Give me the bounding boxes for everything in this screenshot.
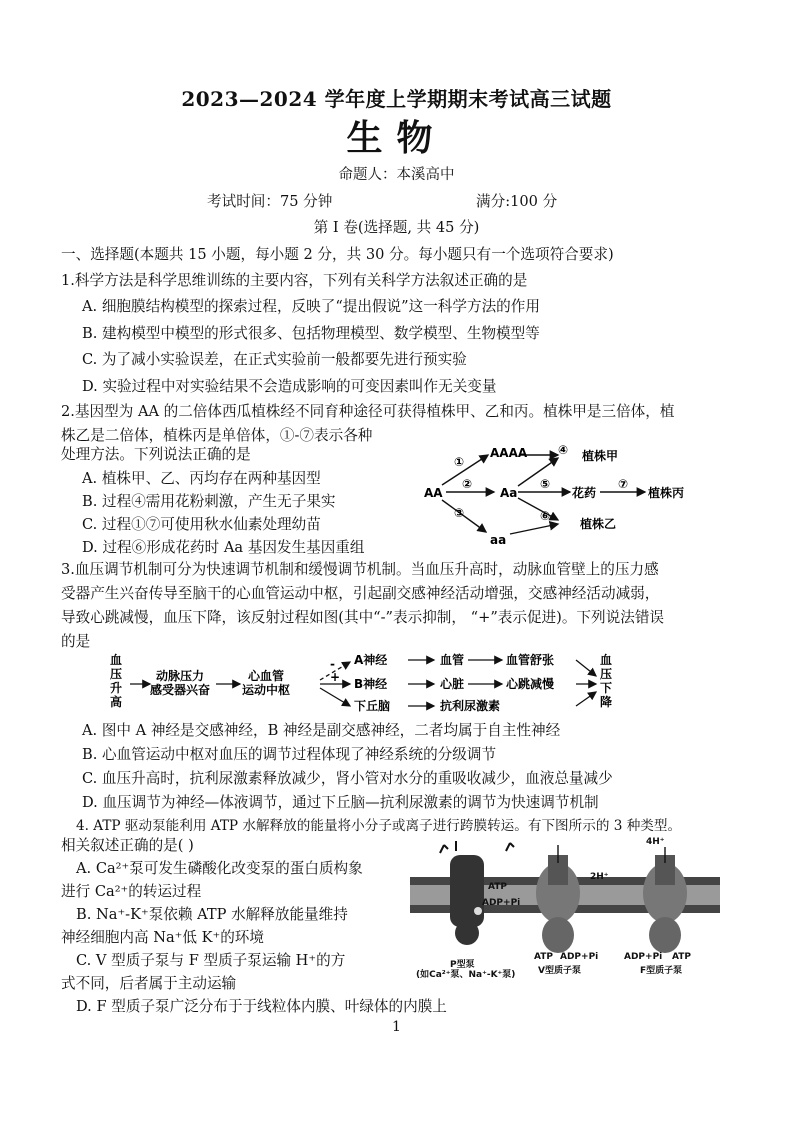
q2-option-a: A. 植株甲、乙、丙均存在两种基因型 [82,470,321,487]
blood-pressure-diagram [106,650,626,714]
bp-fall-2: 压 [600,667,613,681]
q4-option-c-line2: 式不同，后者属于主动运输 [61,975,237,992]
bp-fall-4: 降 [600,695,613,709]
section-heading: 一、选择题(本题共 15 小题，每小题 2 分，共 30 分。每小题只有一个选项符合要求) [61,246,614,263]
q4-option-a-line1: A. Ca²⁺泵可发生磷酸化改变泵的蛋白质构象 [76,860,363,877]
bp-heart: 心脏 [440,677,465,691]
q4-stem-line1: 4. ATP 驱动泵能利用 ATP 水解释放的能量将小分子或离子进行跨膜转运。有下图所示的 3 种类型。 [76,818,682,834]
dia-n7: ⑦ [618,477,629,491]
dia-huayao: 花药 [572,486,597,500]
dia-bing: 植株丙 [648,486,685,500]
author-line: 命题人：本溪高中 [338,167,455,183]
q3-option-c: C. 血压升高时，抗利尿激素释放减少，肾小管对水分的重吸收减少，血液总量减少 [82,770,613,787]
exam-time: 考试时间：75 分钟 [207,193,333,210]
dia-AA: AA [424,486,443,500]
q2-option-b: B. 过程④需用花粉刺激，产生无子果实 [82,493,336,510]
q1-stem: 1.科学方法是科学思维训练的主要内容，下列有关科学方法叙述正确的是 [61,272,528,289]
full-score: 满分:100 分 [476,193,558,210]
bp-adh: 抗利尿激素 [440,699,501,713]
bp-center-1: 心血管 [248,669,285,683]
q2-stem-line2: 株乙是二倍体，植株丙是单倍体，①-⑦表示各种 [61,427,373,444]
q3-option-b: B. 心血管运动中枢对血压的调节过程体现了神经系统的分级调节 [82,746,497,763]
fig-adp-v: ADP+Pi [560,952,599,962]
volume-heading: 第 Ⅰ 卷(选择题, 共 45 分) [313,219,480,236]
exam-title: 2023—2024 学年度上学期期末考试高三试题 [181,87,612,111]
fig-2h: 2H⁺ [590,872,609,882]
q2-stem-line1: 2.基因型为 AA 的二倍体西瓜植株经不同育种途径可获得植株甲、乙和丙。植株甲是三倍体，植 [61,403,675,420]
bp-rise-3: 升 [110,681,123,695]
dia-Aa: Aa [500,486,518,500]
bp-center-2: 运动中枢 [242,683,291,697]
dia-n2: ② [462,477,473,491]
q3-stem-line3: 导致心跳减慢，血压下降，该反射过程如图(其中“-”表示抑制， “+”表示促进)。下列说法错误 [61,609,665,626]
fig-f-label: F型质子泵 [640,966,683,976]
fig-p-label-sub: (如Ca²⁺泵、Na⁺-K⁺泵) [416,970,516,980]
bp-dilate: 血管舒张 [506,653,555,667]
f-type-pump-shape [643,847,687,953]
q2-option-d: D. 过程⑥形成花药时 Aa 基因发生基因重组 [82,539,365,556]
dia-jia: 植株甲 [582,449,619,463]
bp-slow: 心跳减慢 [506,677,555,691]
fig-atp-p: ATP [488,882,508,892]
bp-vessel: 血管 [440,653,465,667]
dia-AAAA: AAAA [490,446,528,460]
fig-adp-f: ADP+Pi [624,952,663,962]
bp-nerve-a: A神经 [354,653,388,667]
q3-stem-line4: 的是 [61,633,91,650]
breeding-diagram [420,440,720,550]
fig-adp-p: ADP+Pi [482,898,521,908]
fig-atp-v: ATP [534,952,554,962]
q4-option-b-line2: 神经细胞内高 Na⁺低 K⁺的环境 [61,929,264,946]
q2-option-c: C. 过程①⑦可使用秋水仙素处理幼苗 [82,516,321,533]
subject-title: 生物 [346,117,447,159]
q4-stem-line2: 相关叙述正确的是( ) [61,837,194,854]
bp-plus: + [330,670,341,684]
q3-option-d: D. 血压调节为神经—体液调节，通过下丘脑—抗利尿激素的调节为快速调节机制 [82,794,599,811]
q1-option-c: C. 为了减小实验误差，在正式实验前一般都要先进行预实验 [82,351,467,368]
q1-option-d: D. 实验过程中对实验结果不会造成影响的可变因素叫作无关变量 [82,378,497,395]
bp-nerve-b: B神经 [354,677,388,691]
fig-4h: 4H⁺ [646,837,665,847]
dia-aa: aa [490,533,507,547]
q1-option-a: A. 细胞膜结构模型的探索过程，反映了“提出假说”这一科学方法的作用 [82,298,540,315]
bp-receptor-1: 动脉压力 [156,669,205,683]
q2-stem-line3: 处理方法。下列说法正确的是 [61,446,251,463]
bp-fall-1: 血 [600,653,613,667]
v-type-pump-shape [536,845,580,953]
dia-n4: ④ [558,443,569,457]
q1-option-b: B. 建构模型中模型的形式很多、包括物理模型、数学模型、生物模型等 [82,325,540,342]
dia-n5: ⑤ [540,477,551,491]
dia-n6: ⑥ [540,509,551,523]
fig-atp-f: ATP [672,952,692,962]
q4-option-d: D. F 型质子泵广泛分布于于线粒体内膜、叶绿体的内膜上 [76,998,447,1015]
dia-n3: ③ [454,506,465,520]
bp-rise-4: 高 [110,695,123,709]
bp-rise-2: 压 [110,667,123,681]
dia-yi: 植株乙 [580,517,617,531]
q3-stem-line1: 3.血压调节机制可分为快速调节机制和缓慢调节机制。当血压升高时，动脉血管壁上的压力感 [61,561,659,578]
bp-receptor-2: 感受器兴奋 [150,683,211,697]
q4-option-a-line2: 进行 Ca²⁺的转运过程 [61,883,202,900]
bp-minus: - [330,657,335,671]
fig-v-label: V型质子泵 [538,966,581,976]
q4-option-b-line1: B. Na⁺-K⁺泵依赖 ATP 水解释放能量维持 [76,906,348,923]
atp-pump-figure [410,835,720,980]
q3-option-a: A. 图中 A 神经是交感神经，B 神经是副交感神经，二者均属于自主性神经 [82,722,561,739]
q4-option-c-line1: C. V 型质子泵与 F 型质子泵运输 H⁺的方 [76,952,346,969]
q3-stem-line2: 受器产生兴奋传导至脑干的心血管运动中枢，引起副交感神经活动增强，交感神经活动减弱， [61,585,660,602]
fig-p-label: P型泵 [450,960,475,970]
bp-fall-3: 下 [600,681,613,695]
dia-n1: ① [454,455,465,469]
bp-hypothalamus: 下丘脑 [354,699,391,713]
bp-rise-1: 血 [110,653,123,667]
page-number: 1 [392,1019,401,1035]
